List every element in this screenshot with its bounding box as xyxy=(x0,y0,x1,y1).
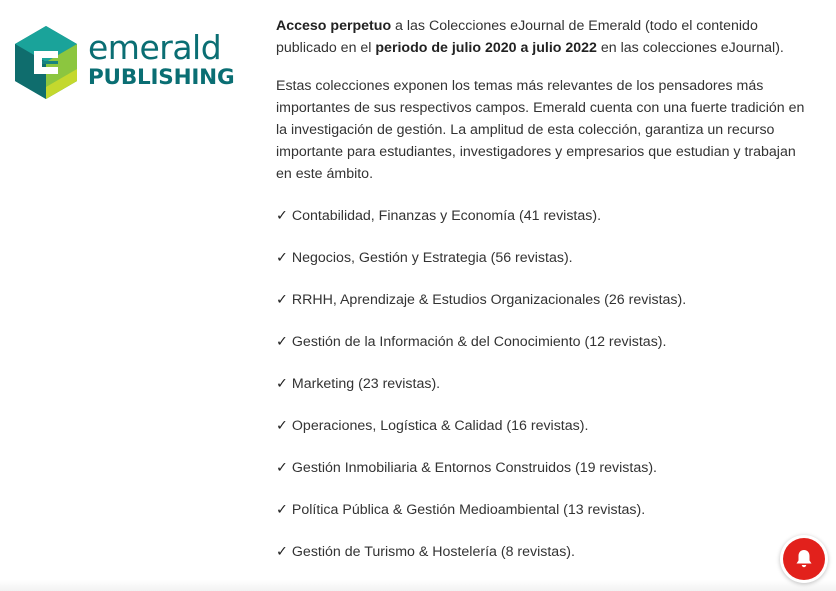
list-item xyxy=(276,415,806,457)
list-item xyxy=(276,373,806,415)
collection-label: RRHH, Aprendizaje & Estudios Organizacionales (26 revistas). xyxy=(291,292,687,308)
collection-label: Gestión de la Información & del Conocimiento (12 revistas). xyxy=(291,334,667,350)
list-item xyxy=(276,247,806,289)
check-icon: ✓ xyxy=(276,376,288,392)
intro-bold-period: periodo de julio 2020 a julio 2022 xyxy=(375,40,597,56)
intro-text-2: en las colecciones eJournal). xyxy=(596,40,784,56)
notification-bell-circle[interactable] xyxy=(783,538,825,580)
check-icon: ✓ xyxy=(276,544,288,560)
check-icon: ✓ xyxy=(276,502,288,518)
main-content xyxy=(276,15,806,583)
intro-bold-access: Acceso perpetuo xyxy=(276,18,392,34)
check-icon: ✓ xyxy=(276,292,288,308)
collection-label: Gestión de Turismo & Hostelería (8 revistas). xyxy=(291,544,575,560)
collection-label: Operaciones, Logística & Calidad (16 revistas). xyxy=(291,418,589,434)
logo-wordmark: emerald xyxy=(88,28,222,68)
list-item xyxy=(276,205,806,247)
collection-label: Gestión Inmobiliaria & Entornos Construidos (19 revistas). xyxy=(291,460,657,476)
list-item xyxy=(276,331,806,373)
list-item xyxy=(276,541,806,583)
description-paragraph: Estas colecciones exponen los temas más relevantes de los pensadores más importantes de sus respectivos campos. Emerald cuenta con una fuerte tradición en la investigación de gestión. La amplitud de esta colección, garantiza un recurso importante para estudiantes, investigadores y empresarios que estudian y trabajan en este ámbito. xyxy=(276,78,805,182)
emerald-publishing-logo xyxy=(14,24,234,100)
logo-subtitle: PUBLISHING xyxy=(88,65,235,91)
collection-label: Contabilidad, Finanzas y Economía (41 revistas). xyxy=(291,208,602,224)
collection-label: Negocios, Gestión y Estrategia (56 revistas). xyxy=(291,250,573,266)
collections-list xyxy=(276,205,806,583)
intro-paragraph xyxy=(276,15,806,59)
collection-label: Política Pública & Gestión Medioambiental (13 revistas). xyxy=(291,502,646,518)
list-item xyxy=(276,289,806,331)
check-icon: ✓ xyxy=(276,460,288,476)
notification-bell-button[interactable] xyxy=(780,535,828,583)
emerald-cube-icon xyxy=(14,25,78,100)
check-icon: ✓ xyxy=(276,250,288,266)
intro-text-1: a las Colecciones eJournal de Emerald (todo el contenido publicado en el xyxy=(276,18,758,56)
check-icon: ✓ xyxy=(276,208,288,224)
collection-label: Marketing (23 revistas). xyxy=(291,376,441,392)
check-icon: ✓ xyxy=(276,418,288,434)
list-item xyxy=(276,499,806,541)
bell-icon xyxy=(792,547,816,571)
list-item xyxy=(276,457,806,499)
bottom-fade xyxy=(0,580,836,591)
check-icon: ✓ xyxy=(276,334,288,350)
